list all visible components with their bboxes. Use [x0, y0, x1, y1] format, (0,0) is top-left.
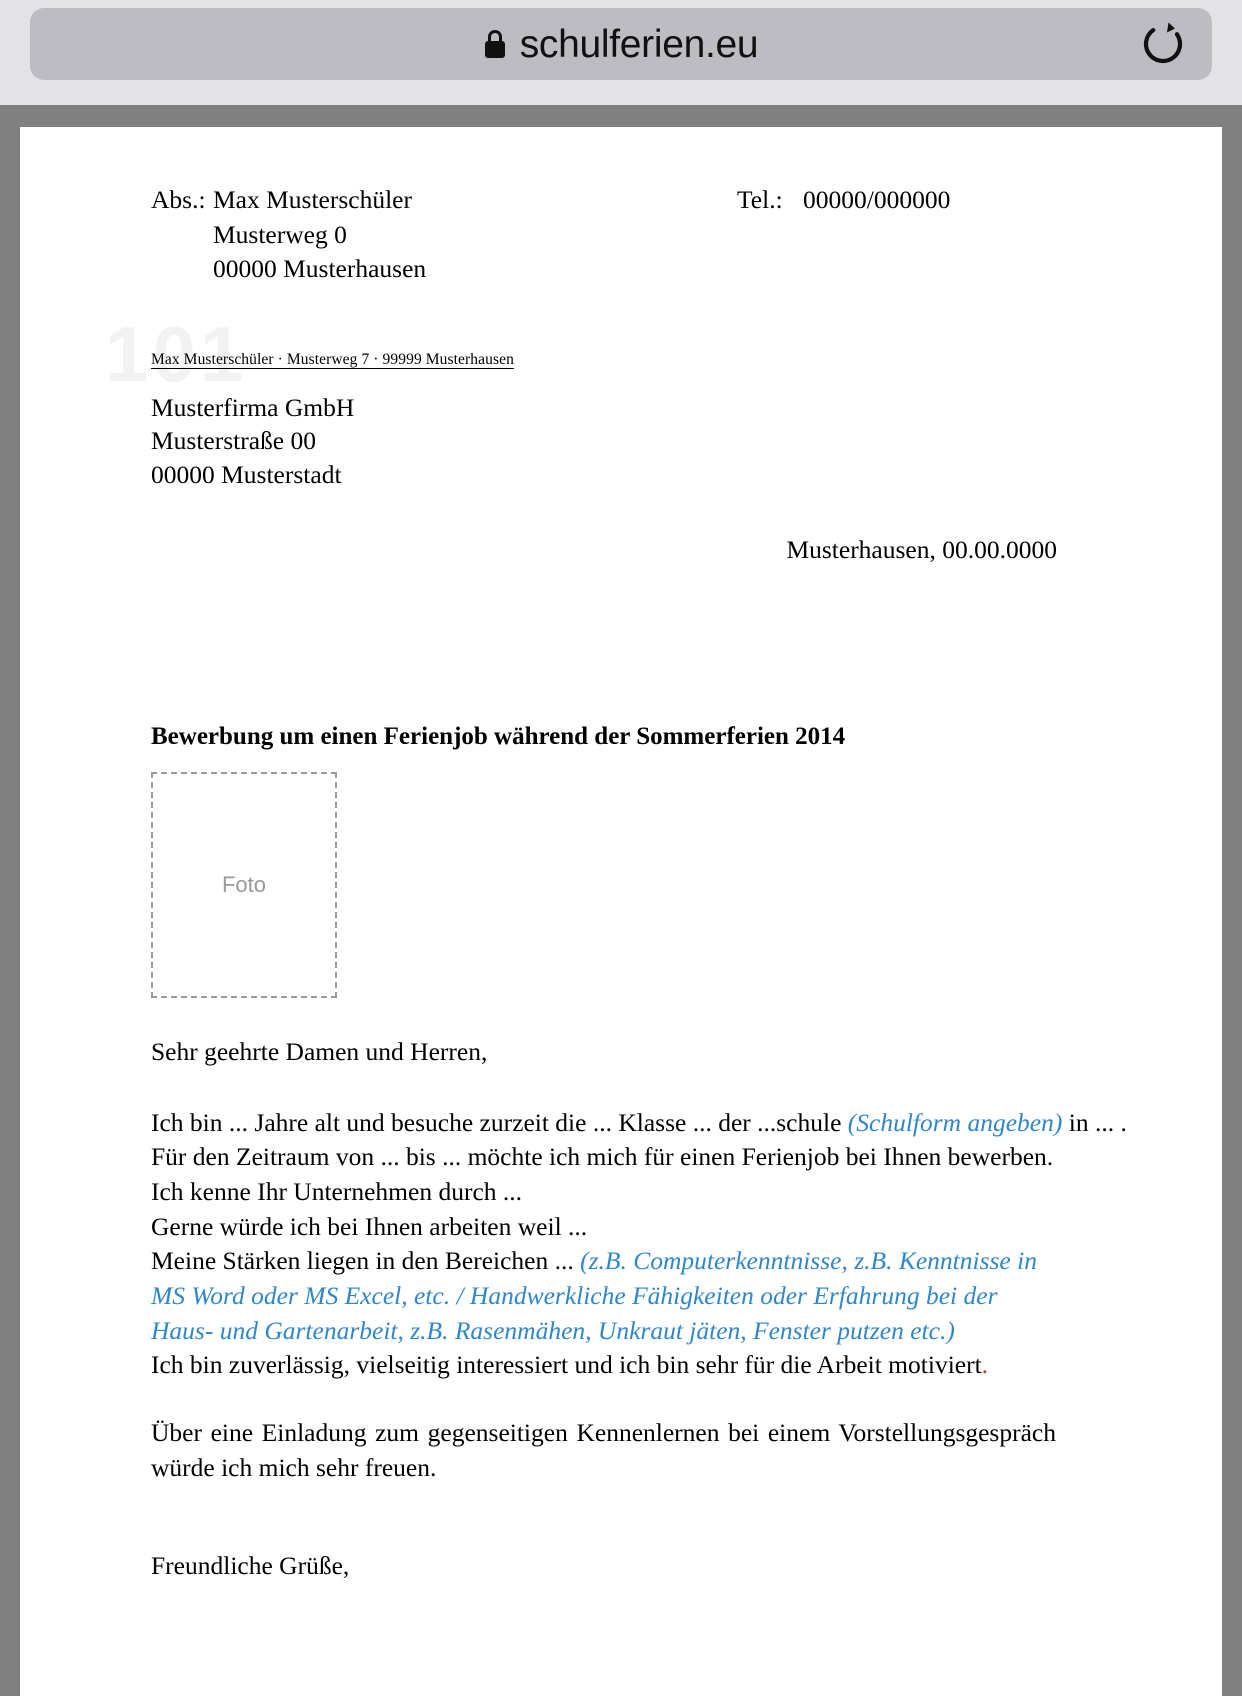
body-line-6-text: Ich bin zuverlässig, vielseitig interessiert und ich bin sehr für die Arbeit motiviert	[151, 1350, 982, 1380]
document-page	[20, 127, 1222, 1696]
body-line-5	[151, 1244, 1056, 1348]
body-line-1-a: Ich bin ... Jahre alt und besuche zurzeit die ... Klasse ... der ...schule	[151, 1107, 848, 1137]
body-line-5-a: Meine Stärken liegen in den Bereichen ...	[151, 1246, 581, 1276]
sender-city-row	[151, 252, 671, 287]
lock-icon	[484, 30, 506, 58]
address-bar[interactable]	[30, 8, 1212, 80]
greeting-line: Freundliche Grüße,	[151, 1551, 350, 1581]
sender-spacer	[151, 218, 213, 253]
sender-name-row	[151, 183, 671, 218]
sender-city: 00000 Musterhausen	[213, 254, 427, 284]
reload-icon[interactable]	[1136, 17, 1190, 71]
body-line-3: Ich kenne Ihr Unternehmen durch ...	[151, 1176, 523, 1206]
letter-body	[20, 127, 1222, 1584]
sender-label: Abs.:	[151, 185, 206, 214]
photo-placeholder-box	[151, 772, 337, 998]
body-line-5-hint: (z.B. Computerkenntnisse, z.B. Kenntnisse in MS Word oder MS Excel, etc. / Handwerkliche Fähigkeiten oder Erfahrung bei der Haus- und Gartenarbeit, z.B. Rasenmähen, Unkraut jäten, Fenster putzen etc.)	[151, 1246, 1037, 1345]
telephone-value: 00000/000000	[803, 185, 951, 214]
sender-block	[151, 127, 1222, 287]
body-line-6	[151, 1348, 1056, 1383]
telephone-label: Tel.:	[737, 185, 783, 214]
recipient-street: Musterstraße 00	[151, 426, 317, 456]
sender-spacer-2	[151, 252, 213, 287]
salutation: Sehr geehrte Damen und Herren,	[151, 1036, 488, 1066]
closing-paragraph: Über eine Einladung zum gegenseitigen Kennenlernen bei einem Vorstellungsgespräch würde ich mich sehr freuen.	[151, 1417, 1056, 1482]
body-line-4: Gerne würde ich bei Ihnen arbeiten weil ...	[151, 1211, 588, 1241]
browser-chrome	[0, 0, 1242, 105]
photo-placeholder-label: Foto	[221, 871, 267, 897]
url-text: schulferien.eu	[519, 22, 759, 66]
sender-street: Musterweg 0	[213, 219, 347, 249]
body-line-2: Für den Zeitraum von ... bis ... möchte ich mich für einen Ferienjob bei Ihnen bewerben.	[151, 1142, 1054, 1172]
address-bar-content	[484, 22, 759, 66]
telephone-block	[737, 183, 950, 287]
body-paragraph-main	[151, 1106, 1127, 1383]
return-address-line: Max Musterschüler · Musterweg 7 · 99999 Musterhausen	[151, 351, 514, 369]
recipient-company: Musterfirma GmbH	[151, 393, 355, 423]
subject-line: Bewerbung um einen Ferienjob während der Sommerferien 2014	[151, 722, 846, 750]
body-line-1-b: in ... .	[1062, 1107, 1127, 1137]
recipient-block	[151, 391, 1222, 491]
page-watermark: 101	[105, 310, 248, 398]
sender-street-row	[151, 218, 671, 253]
sender-address	[151, 183, 671, 287]
recipient-city: 00000 Musterstadt	[151, 459, 342, 489]
body-line-1-hint: (Schulform angeben)	[847, 1107, 1063, 1137]
sender-name: Max Musterschüler	[213, 185, 412, 214]
date-line: Musterhausen, 00.00.0000	[786, 535, 1057, 565]
body-line-1	[151, 1106, 1127, 1141]
body-line-6-period: .	[981, 1350, 989, 1380]
page-viewport[interactable]	[0, 105, 1242, 1696]
